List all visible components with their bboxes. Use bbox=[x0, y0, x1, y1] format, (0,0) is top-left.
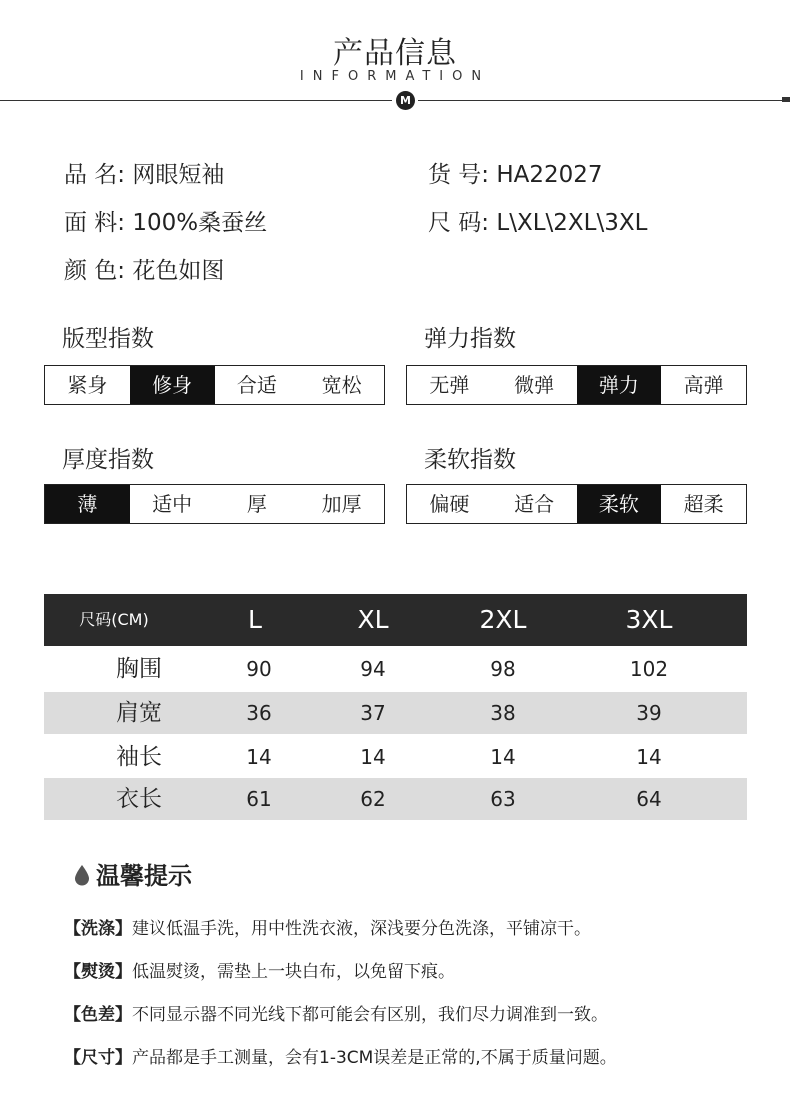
info-item-value: HA22027 bbox=[496, 162, 603, 188]
index-thickness bbox=[44, 484, 385, 524]
table-cell: 14 bbox=[636, 745, 662, 769]
table-cell: 62 bbox=[360, 787, 386, 811]
row-label: 袖长 bbox=[116, 744, 162, 770]
index-thickness-option: 薄 bbox=[45, 485, 130, 523]
tip-key: 【熨烫】 bbox=[64, 962, 132, 982]
table-cell: 36 bbox=[246, 701, 272, 725]
divider-cap bbox=[782, 97, 790, 102]
table-row bbox=[44, 692, 747, 734]
table-cell: 61 bbox=[246, 787, 272, 811]
index-softness-label: 柔软指数 bbox=[424, 447, 516, 473]
size-header-label: 尺码(CM) bbox=[79, 610, 149, 629]
tip-item bbox=[64, 914, 591, 939]
tips-title: 温馨提示 bbox=[96, 862, 192, 890]
page-title: 产品信息 bbox=[333, 36, 457, 71]
table-cell: 63 bbox=[490, 787, 516, 811]
row-label: 肩宽 bbox=[116, 700, 162, 726]
index-fit-option: 紧身 bbox=[67, 373, 108, 397]
index-thickness-option: 加厚 bbox=[321, 492, 362, 516]
index-elastic-option: 高弹 bbox=[683, 373, 724, 397]
tip-text: 不同显示器不同光线下都可能会有区别，我们尽力调准到一致。 bbox=[132, 1005, 608, 1025]
info-color bbox=[64, 252, 224, 285]
table-cell: 90 bbox=[246, 657, 272, 681]
index-softness-option: 适合 bbox=[514, 492, 555, 516]
tip-key: 【尺寸】 bbox=[64, 1048, 132, 1068]
tip-key: 【色差】 bbox=[64, 1005, 132, 1025]
table-cell: 64 bbox=[636, 787, 662, 811]
index-softness-option: 柔软 bbox=[577, 485, 662, 523]
index-elastic-label: 弹力指数 bbox=[424, 326, 516, 352]
index-elastic-option: 弹力 bbox=[577, 366, 662, 404]
index-softness-option: 超柔 bbox=[683, 492, 724, 516]
table-row bbox=[44, 736, 747, 778]
page-subtitle: INFORMATION bbox=[299, 69, 491, 84]
index-thickness-option: 厚 bbox=[246, 492, 267, 516]
info-color-value: 花色如图 bbox=[132, 258, 225, 284]
size-table-header bbox=[44, 594, 747, 646]
table-cell: 98 bbox=[490, 657, 516, 681]
size-header-l: L bbox=[248, 605, 262, 634]
info-fabric bbox=[64, 204, 267, 237]
tip-text: 建议低温手洗，用中性洗衣液，深浅要分色洗涤，平铺凉干。 bbox=[132, 919, 591, 939]
tip-text: 产品都是手工测量，会有1-3CM误差是正常的,不属于质量问题。 bbox=[132, 1048, 617, 1068]
size-header-xl: XL bbox=[357, 605, 389, 634]
index-fit bbox=[44, 365, 385, 405]
info-name-value: 网眼短袖 bbox=[132, 162, 225, 188]
index-fit-option: 宽松 bbox=[321, 373, 362, 397]
index-thickness-label: 厚度指数 bbox=[62, 447, 154, 473]
size-header-2xl: 2XL bbox=[479, 605, 527, 634]
table-row bbox=[44, 778, 747, 820]
index-elastic-option: 无弹 bbox=[429, 373, 470, 397]
table-cell: 94 bbox=[360, 657, 386, 681]
index-softness-option: 偏硬 bbox=[429, 492, 470, 516]
divider-right bbox=[418, 100, 790, 101]
info-name-label: 品 名: bbox=[64, 162, 126, 188]
tip-text: 低温熨烫，需垫上一块白布，以免留下痕。 bbox=[132, 962, 455, 982]
index-softness bbox=[406, 484, 747, 524]
index-fit-option: 修身 bbox=[130, 366, 215, 404]
table-cell: 39 bbox=[636, 701, 662, 725]
divider-left bbox=[0, 100, 392, 101]
info-color-label: 颜 色: bbox=[64, 258, 126, 284]
index-elastic bbox=[406, 365, 747, 405]
tip-key: 【洗涤】 bbox=[64, 919, 132, 939]
table-cell: 37 bbox=[360, 701, 386, 725]
info-fabric-value: 100%桑蚕丝 bbox=[132, 210, 268, 236]
table-cell: 14 bbox=[360, 745, 386, 769]
info-size bbox=[428, 204, 647, 237]
table-cell: 14 bbox=[246, 745, 272, 769]
table-row bbox=[44, 648, 747, 690]
index-fit-label: 版型指数 bbox=[62, 326, 154, 352]
info-item-label: 货 号: bbox=[428, 162, 490, 188]
index-fit-option: 合适 bbox=[236, 373, 277, 397]
row-label: 胸围 bbox=[116, 656, 162, 682]
tip-item bbox=[64, 957, 455, 982]
index-elastic-option: 微弹 bbox=[514, 373, 555, 397]
tip-item bbox=[64, 1043, 617, 1068]
table-cell: 38 bbox=[490, 701, 516, 725]
table-cell: 102 bbox=[629, 657, 669, 681]
brand-badge: M bbox=[396, 91, 415, 110]
table-cell: 14 bbox=[490, 745, 516, 769]
info-name bbox=[64, 156, 224, 189]
info-fabric-label: 面 料: bbox=[64, 210, 126, 236]
tip-item bbox=[64, 1000, 608, 1025]
info-size-value: L\XL\2XL\3XL bbox=[496, 210, 648, 236]
row-label: 衣长 bbox=[116, 786, 162, 812]
index-thickness-option: 适中 bbox=[152, 492, 193, 516]
water-drop-icon bbox=[74, 864, 90, 886]
info-item bbox=[428, 156, 603, 189]
size-header-3xl: 3XL bbox=[625, 605, 673, 634]
info-size-label: 尺 码: bbox=[428, 210, 490, 236]
